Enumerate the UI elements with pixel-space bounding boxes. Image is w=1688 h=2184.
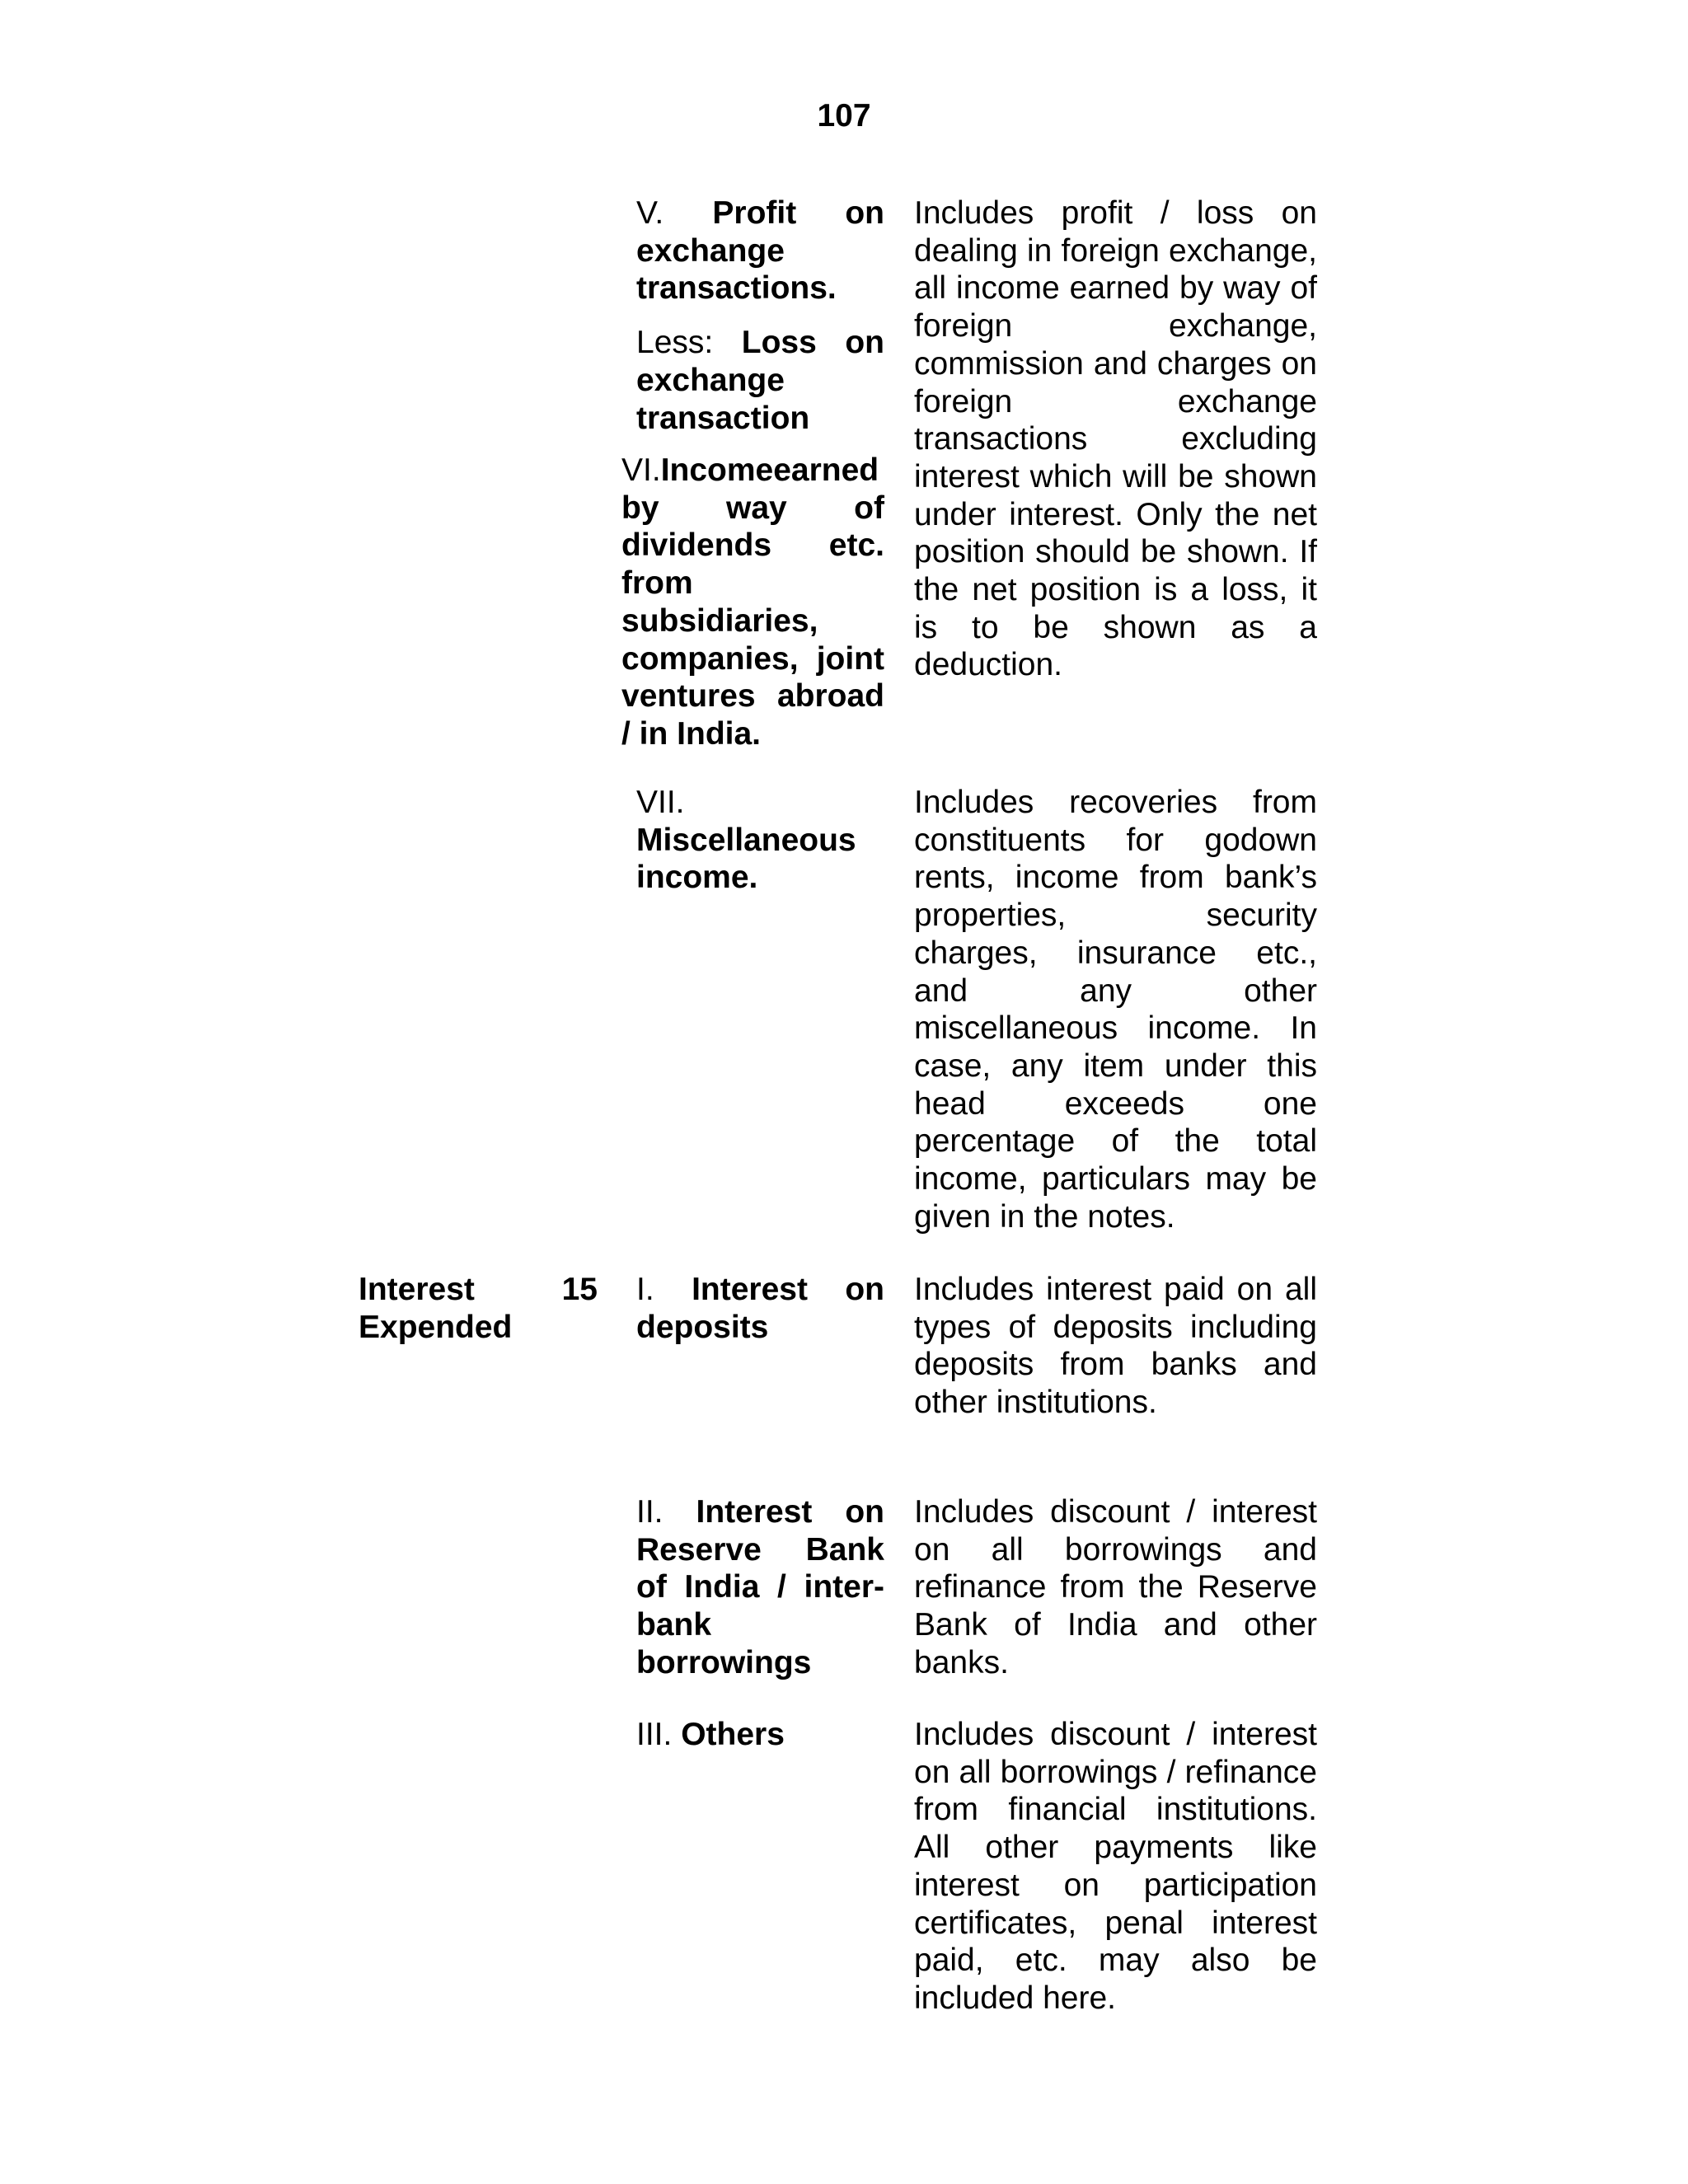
interest-expended-schedule: 15 (561, 1272, 598, 1307)
interest-item-iii (636, 1716, 884, 1754)
item-vi-title-line (621, 452, 884, 753)
interest-item-ii-title-line (636, 1493, 884, 1682)
item-v-less-prefix: Less: (636, 325, 714, 361)
interest-item-ii-numeral: II. (636, 1494, 663, 1530)
item-vii-numeral: VII. (636, 785, 685, 820)
interest-item-ii-title: Interest on Reserve Bank of India / inter-bank borrowings (636, 1494, 884, 1680)
item-vii-title: Miscellaneous income. (636, 822, 856, 896)
item-v-less-title: Loss on exchange transaction (636, 325, 884, 436)
item-vi-numeral: VI. (621, 452, 661, 488)
page-number: 107 (817, 98, 871, 134)
interest-item-i-title-line (636, 1271, 884, 1346)
item-v-title: Profit on exchange transactions. (636, 195, 884, 307)
interest-item-i-title: Interest on deposits (636, 1272, 884, 1345)
interest-item-iii-description: Includes discount / interest on all borrowings / refinance from financial institutions. All other payments like interest on participation certificates, penal interest paid, etc. may also be included here. (914, 1717, 1317, 2016)
item-v-less-line (636, 324, 884, 437)
interest-item-iii-title: Others (681, 1717, 785, 1752)
item-v-title-line (636, 194, 884, 307)
item-vii-description: Includes recoveries from constituents for godown rents, income from bank’s properties, security charges, insurance etc., and any other miscellaneous income. In case, any item under this head exceeds one percentage of the total income, particulars may be given in the notes. (914, 785, 1317, 1235)
item-v-description: Includes profit / loss on dealing in foreign exchange, all income earned by way of foreign exchange, commission and charges on foreign exchange transactions excluding interest which will be shown under interest. Only the net position should be shown. If the net position is a loss, it is to be shown as a deduction. (914, 195, 1317, 683)
interest-item-iii-numeral: III. (636, 1717, 673, 1752)
item-v-numeral: V. (636, 195, 664, 231)
interest-item-i (636, 1271, 884, 1346)
interest-expended-head: Interest Expended (359, 1272, 513, 1345)
interest-item-i-description: Includes interest paid on all types of deposits including deposits from banks and other institutions. (914, 1272, 1317, 1421)
interest-item-i-numeral: I. (636, 1272, 654, 1307)
item-vi (621, 452, 884, 753)
item-vi-title: Incomeearned by way of dividends etc. from subsidiaries, companies, joint ventures abroad / in India. (621, 452, 884, 752)
item-v (636, 194, 884, 437)
interest-item-iii-title-line (636, 1716, 884, 1754)
item-vii (636, 784, 884, 897)
interest-item-ii (636, 1493, 884, 1682)
interest-item-ii-description: Includes discount / interest on all borrowings and refinance from the Reserve Bank of India and other banks. (914, 1494, 1317, 1680)
